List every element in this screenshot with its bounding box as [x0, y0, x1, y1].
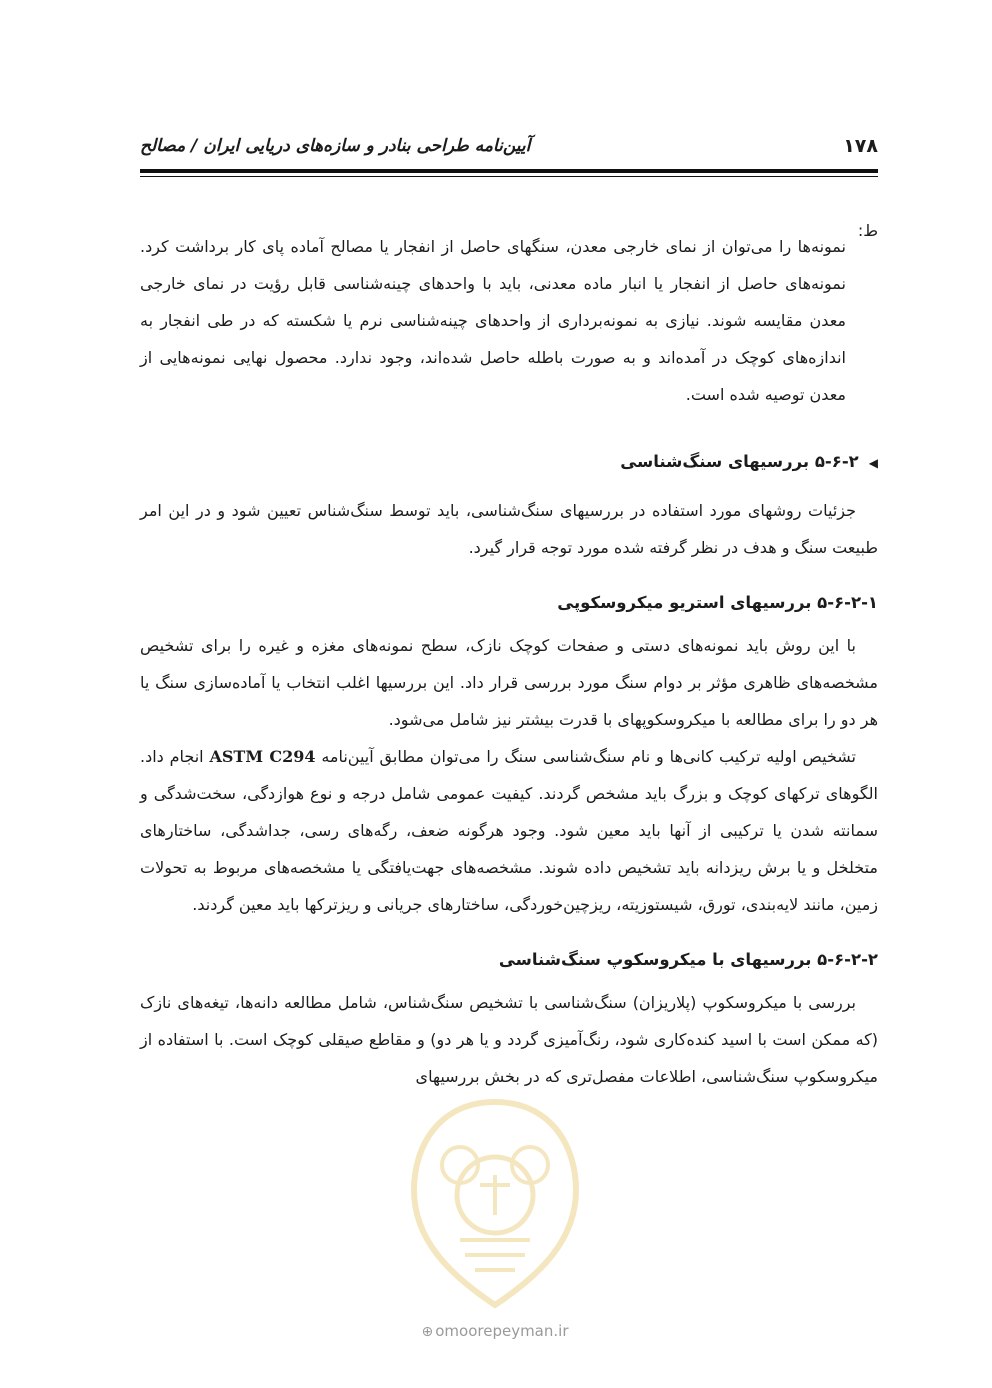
header-rule-thick	[140, 169, 878, 173]
subsection-paragraph-3: بررسی با میکروسکوپ (پلاریزان) سنگ‌شناسی با تشخیص سنگ‌شناس، شامل مطالعه دانه‌ها، تیغه‌های نازک (که ممکن است با اسید کنده‌کاری شود، رنگ‌آمیزی گردد و یا هر دو) و مقاطع صیقلی کوچک است. با استفاده از میکروسکوپ سنگ‌شناسی، اطلاعات مفصل‌تری که در بخش بررسیهای	[140, 993, 878, 1086]
page-number: ۱۷۸	[843, 135, 878, 157]
globe-icon: ⊕	[421, 1324, 434, 1340]
page-body	[140, 212, 878, 1095]
omoorepeyman-logo-icon	[400, 1090, 590, 1320]
list-item-t	[140, 212, 878, 429]
watermark-site-text: omoorepeyman.ir	[435, 1322, 569, 1340]
watermark-site	[395, 1322, 595, 1348]
running-title: آیین‌نامه طراحی بنادر و سازه‌های دریایی ایران / مصالح	[140, 136, 531, 156]
subsection-paragraph-2	[140, 738, 878, 923]
subsection-heading-5-6-2-2: ۵-۶-۲-۲ بررسیهای با میکروسکوپ سنگ‌شناسی	[498, 950, 878, 969]
item-label: ط:	[857, 221, 878, 240]
paragraph-text-start: تشخیص اولیه ترکیب کانی‌ها و نام سنگ‌شناسی سنگ را می‌توان مطابق آیین‌نامه	[321, 747, 857, 766]
item-text: نمونه‌ها را می‌توان از نمای خارجی معدن، سنگهای حاصل از انفجار یا مصالح آماده پای کار برداشت کرد. نمونه‌های حاصل از انفجار یا انبار ماده معدنی، باید با واحدهای چینه‌شناسی قابل رؤیت در نمای خارجی معدن مقایسه شوند. نیازی به نمونه‌برداری از واحدهای چینه‌شناسی نرم یا شکسته که در طی انفجار به اندازه‌های کوچک در آمده‌اند و به صورت باطله حاصل شده‌اند، وجود ندارد. محصول نهایی نمونه‌هایی از معدن توصیه شده است.	[140, 237, 846, 404]
paragraph-text-end: انجام داد. الگوهای ترکهای کوچک و بزرگ باید مشخص گردند. کیفیت عمومی شامل درجه و نوع هوازدگی، سخت‌شدگی و سمانته شدن یا ترکیبی از آنها باید معین شود. وجود هرگونه ضعف، رگه‌های رسی، جداشدگی، ساختارهای متخلخل و یا برش ریزدانه باید تشخیص داده شوند. مشخصه‌های جهت‌یافتگی یا مشخصه‌های مربوط به تحولات زمین، مانند لایه‌بندی، تورق، شیستوزیته، ریزچین‌خوردگی، ساختارهای جریانی و ریزترکها باید معین گردند.	[140, 747, 878, 914]
section-paragraph: جزئیات روشهای مورد استفاده در بررسیهای سنگ‌شناسی، باید توسط سنگ‌شناس تعیین شود و در این امر طبیعت سنگ و هدف در نظر گرفته شده مورد توجه قرار گیرد.	[140, 501, 878, 557]
page-header	[140, 126, 878, 166]
subsection-heading-5-6-2-1: ۵-۶-۲-۱ بررسیهای استریو میکروسکوپی	[557, 593, 878, 612]
arrow-bullet-icon: ◀	[868, 456, 878, 470]
header-rule-thin	[140, 176, 878, 177]
standard-code: ASTM C294	[209, 747, 316, 766]
section-heading-text: ۵-۶-۲ بررسیهای سنگ‌شناسی	[620, 452, 859, 471]
section-heading-5-6-2	[140, 443, 878, 482]
subsection-paragraph-1: با این روش باید نمونه‌های دستی و صفحات کوچک نازک، سطح نمونه‌های مغزه و غیره را برای تشخیص مشخصه‌های ظاهری مؤثر بر دوام سنگ مورد بررسی قرار داد. این بررسیها اغلب انتخاب یا آماده‌سازی سنگ یا هر دو را برای مطالعه با میکروسکوپهای با قدرت بیشتر نیز شامل می‌شود.	[140, 636, 878, 729]
